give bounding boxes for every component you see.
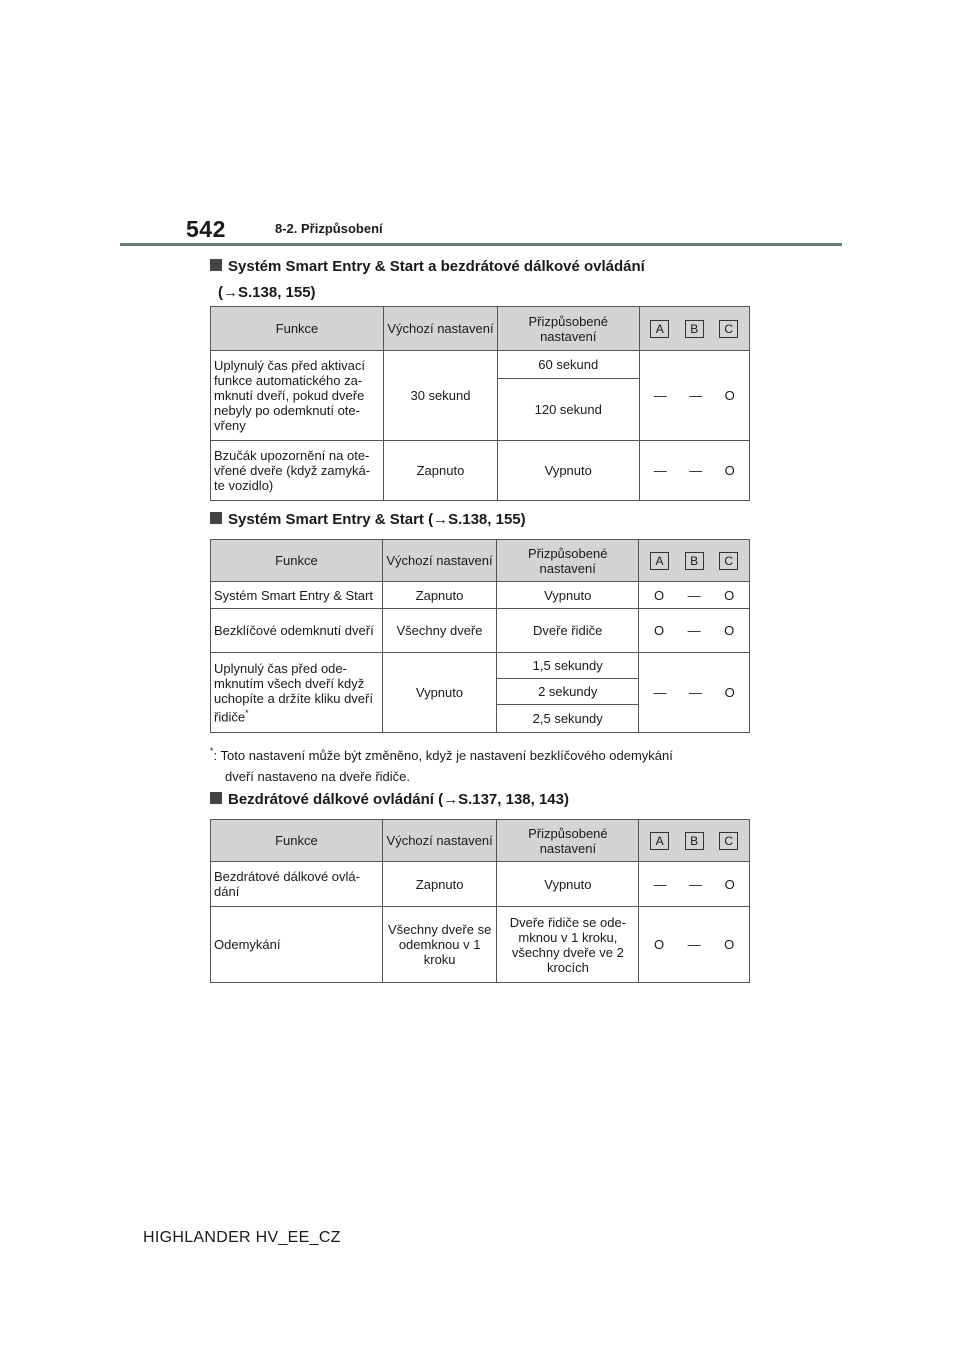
model-footer: HIGHLANDER HV_EE_CZ [143,1229,341,1246]
cell-option: 60 sekund [497,351,639,379]
cell-funkce: Uplynulý čas před aktivací funkce automatického za-mknutí dveří, pokud dveře nebyly po odemknutí ote-vřeny [211,351,384,441]
cell-b: — [687,587,701,603]
col-header-vychozi: Výchozí nastavení [382,540,496,582]
cell-option: 2 sekundy [497,679,639,705]
page-number: 542 [186,216,226,242]
settings-table-2 [210,539,750,733]
table-row [211,653,750,679]
col-header-prizpusobene: Přizpůsobené nastavení [497,820,639,862]
table-header-row [211,307,750,351]
section-heading-1 [210,257,645,303]
cell-option: Dveře řidiče se ode-mknou v 1 kroku, všechny dveře ve 2 krocích [497,907,639,983]
cell-c: O [724,463,735,478]
cell-funkce: Bezdrátové dálkové ovlá-dání [211,862,383,907]
table-row [211,582,750,609]
col-header-vychozi: Výchozí nastavení [382,820,497,862]
cell-vychozi: Zapnuto [383,441,497,501]
cell-vychozi: 30 sekund [383,351,497,441]
cell-option: Vypnuto [497,862,639,907]
cell-a: — [653,685,667,700]
footnote-mark: * [245,707,249,718]
table-row [211,351,750,379]
cell-option: 1,5 sekundy [497,653,639,679]
cell-c: O [724,623,735,638]
footnote-line-2: dveří nastaveno na dveře řidiče. [225,769,410,784]
cell-c: O [724,937,735,952]
table-header-row [211,820,750,862]
cell-vychozi: Zapnuto [382,582,496,609]
column-a-box: A [650,832,669,850]
col-header-funkce: Funkce [211,820,383,862]
cell-c: O [724,388,735,403]
settings-table-1 [210,306,750,501]
section-heading-3 [210,790,569,810]
cell-abc [639,653,750,733]
cell-a: — [653,388,667,403]
table-row [211,441,750,501]
cell-abc [639,907,750,983]
cell-funkce: Systém Smart Entry & Start [211,582,383,609]
cell-option: Vypnuto [497,582,639,609]
section-heading-2 [210,510,526,530]
column-c-box: C [719,552,738,570]
table-row [211,862,750,907]
column-b-box: B [685,832,704,850]
cell-vychozi: Vypnuto [382,653,496,733]
cell-abc [639,609,750,653]
cell-abc [639,862,750,907]
square-bullet-icon [210,259,222,271]
col-header-abc [639,307,749,351]
col-header-prizpusobene: Přizpůsobené nastavení [497,540,639,582]
heading-text: Systém Smart Entry & Start (→S.138, 155) [228,511,526,528]
footnote-star: * [210,746,214,756]
cell-abc [639,582,750,609]
cell-b: — [689,876,703,892]
heading-text: Systém Smart Entry & Start a bezdrátové dálkové ovládání [228,258,645,275]
cell-a: O [654,937,665,952]
cell-c: O [724,876,735,892]
cell-abc [639,351,749,441]
column-a-box: A [650,320,669,338]
cell-funkce: Bezklíčové odemknutí dveří [211,609,383,653]
col-header-abc [639,540,750,582]
cell-b: — [689,388,703,403]
cell-b: — [687,623,701,638]
cell-option: Dveře řidiče [497,609,639,653]
col-header-vychozi: Výchozí nastavení [383,307,497,351]
cell-funkce: Bzučák upozornění na ote-vřené dveře (když zamyká-te vozidlo) [211,441,384,501]
column-c-box: C [719,320,738,338]
cell-funkce: Odemykání [211,907,383,983]
square-bullet-icon [210,792,222,804]
column-c-box: C [719,832,738,850]
cell-option: Vypnuto [497,441,639,501]
column-a-box: A [650,552,669,570]
cell-a: O [653,587,665,603]
settings-table-3 [210,819,750,983]
footnote-line-1: : Toto nastavení může být změněno, když je nastavení bezklíčového odemykání [213,748,673,763]
col-header-prizpusobene: Přizpůsobené nastavení [497,307,639,351]
col-header-abc [639,820,750,862]
cell-b: — [687,937,701,952]
cell-b: — [689,463,703,478]
cell-a: — [653,876,667,892]
cell-option: 120 sekund [497,379,639,441]
footnote [210,741,750,787]
cell-vychozi: Všechny dveře se odemknou v 1 kroku [382,907,497,983]
cell-a: — [653,463,667,478]
cell-abc [639,441,749,501]
cell-b: — [689,685,703,700]
square-bullet-icon [210,512,222,524]
cell-funkce [211,653,383,733]
section-title: 8-2. Přizpůsobení [275,221,383,236]
cell-funkce-text: Uplynulý čas před ode-mknutím všech dveří když uchopíte a držíte kliku dveří řidiče [214,660,373,725]
table-header-row [211,540,750,582]
table-row [211,609,750,653]
heading-ref: (→S.138, 155) [218,284,316,301]
header-divider [120,243,842,246]
cell-option: 2,5 sekundy [497,705,639,733]
column-b-box: B [685,320,704,338]
heading-text: Bezdrátové dálkové ovládání (→S.137, 138, 143) [228,791,569,808]
cell-vychozi: Všechny dveře [382,609,496,653]
cell-c: O [724,685,735,700]
cell-vychozi: Zapnuto [382,862,497,907]
table-row [211,907,750,983]
column-b-box: B [685,552,704,570]
cell-c: O [724,587,735,603]
col-header-funkce: Funkce [211,540,383,582]
col-header-funkce: Funkce [211,307,384,351]
cell-a: O [653,623,665,638]
